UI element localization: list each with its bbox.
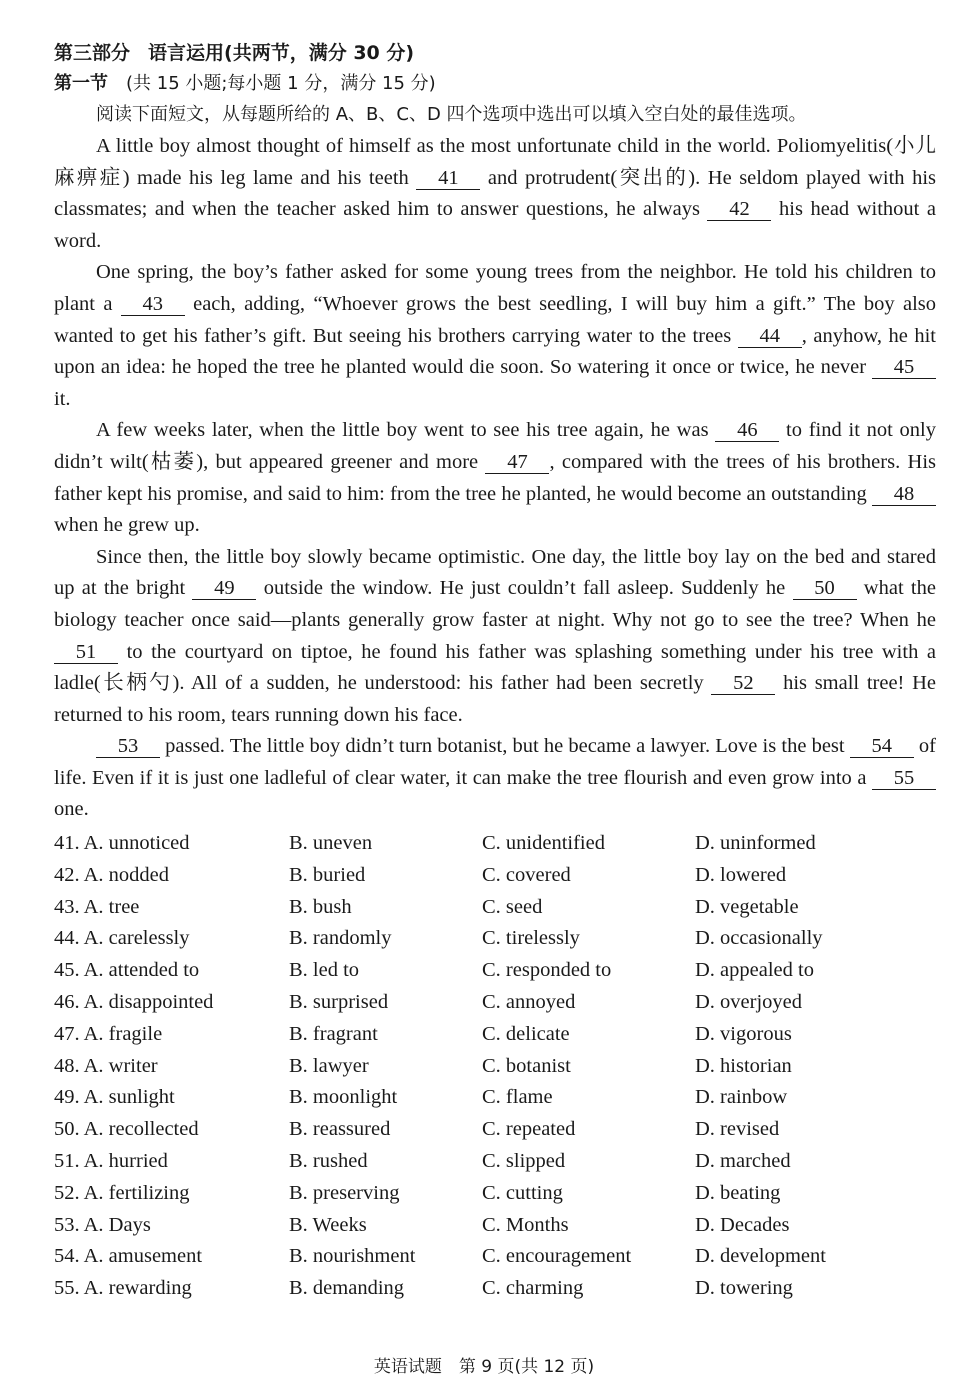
question-row <box>54 1114 936 1146</box>
option-c: C. flame <box>482 1086 553 1109</box>
blank-51: 51 <box>54 641 118 664</box>
option-b: B. uneven <box>289 832 373 855</box>
blank-42: 42 <box>707 198 771 221</box>
question-row <box>54 923 936 955</box>
question-row <box>54 1019 936 1051</box>
option-b: B. preserving <box>289 1181 400 1204</box>
exam-page <box>54 38 936 1305</box>
option-c: C. covered <box>482 863 571 886</box>
option-a: 46. A. disappointed <box>54 991 214 1014</box>
option-d: D. marched <box>695 1150 791 1173</box>
option-b: B. lawyer <box>289 1054 369 1077</box>
question-row <box>54 1273 936 1305</box>
option-a: 44. A. carelessly <box>54 927 190 950</box>
subsection-info: (共 15 小题;每小题 1 分，满分 15 分) <box>126 73 436 94</box>
option-a: 51. A. hurried <box>54 1150 168 1173</box>
option-a: 53. A. Days <box>54 1213 151 1236</box>
option-d: D. vegetable <box>695 895 799 918</box>
option-c: C. Months <box>482 1213 569 1236</box>
option-c: C. slipped <box>482 1150 566 1173</box>
blank-47: 47 <box>485 451 549 474</box>
option-c: C. cutting <box>482 1181 563 1204</box>
option-a: 54. A. amusement <box>54 1245 203 1268</box>
option-a: 52. A. fertilizing <box>54 1181 190 1204</box>
option-d: D. vigorous <box>695 1022 792 1045</box>
blank-50: 50 <box>793 577 857 600</box>
option-c: C. botanist <box>482 1054 571 1077</box>
option-c: C. tirelessly <box>482 927 580 950</box>
page-footer: 英语试题 第 9 页(共 12 页) <box>373 1357 595 1377</box>
blank-41: 41 <box>416 167 480 190</box>
option-a: 47. A. fragile <box>54 1022 163 1045</box>
option-b: B. Weeks <box>289 1213 367 1236</box>
option-c: C. responded to <box>482 959 612 982</box>
instruction-text: 阅读下面短文，从每题所给的 A、B、C、D 四个选项中选出可以填入空白处的最佳选项。 <box>96 104 807 125</box>
blank-49: 49 <box>192 577 256 600</box>
blank-54: 54 <box>850 735 914 758</box>
blank-53: 53 <box>96 735 160 758</box>
option-c: C. annoyed <box>482 991 576 1014</box>
option-b: B. surprised <box>289 991 389 1014</box>
option-b: B. randomly <box>289 927 392 950</box>
blank-43: 43 <box>121 293 185 316</box>
option-d: D. towering <box>695 1277 793 1300</box>
paragraph-3: A few weeks later, when the little boy went to see his tree again, he was 46 to find it not only didn’t wilt(枯萎), but appeared greener and more 47 , compared with the trees of his brothers. His father kept his promise, and said to him: from the tree he planted, he would become an outstanding 48 when he grew up. <box>54 419 937 537</box>
option-c: C. encouragement <box>482 1245 632 1268</box>
cloze-passage <box>54 131 936 826</box>
question-row <box>54 955 936 987</box>
option-c: C. repeated <box>482 1118 576 1141</box>
question-row <box>54 828 936 860</box>
option-d: D. lowered <box>695 863 787 886</box>
option-d: D. historian <box>695 1054 792 1077</box>
option-c: C. charming <box>482 1277 584 1300</box>
option-c: C. seed <box>482 895 543 918</box>
question-options <box>54 828 936 1305</box>
paragraph-2: One spring, the boy’s father asked for some young trees from the neighbor. He told his children to plant a 43 each, adding, “Whoever grows the best seedling, I will buy him a gift.” The boy also wanted to get his father’s gift. But seeing his brothers carrying water to the trees 44 , anyhow, he hit upon an idea: he hoped the tree he planted would die soon. So watering it once or twice, he never 45 it. <box>54 261 936 410</box>
option-d: D. development <box>695 1245 826 1268</box>
question-row <box>54 1178 936 1210</box>
subsection-heading <box>54 68 936 99</box>
question-row <box>54 1146 936 1178</box>
option-d: D. appealed to <box>695 959 814 982</box>
option-a: 55. A. rewarding <box>54 1277 192 1300</box>
option-a: 45. A. attended to <box>54 959 200 982</box>
question-row <box>54 1051 936 1083</box>
question-row <box>54 987 936 1019</box>
option-d: D. uninformed <box>695 832 816 855</box>
blank-48: 48 <box>872 483 936 506</box>
option-b: B. rushed <box>289 1150 368 1173</box>
option-b: B. led to <box>289 959 360 982</box>
blank-44: 44 <box>738 325 802 348</box>
option-a: 41. A. unnoticed <box>54 832 190 855</box>
option-a: 50. A. recollected <box>54 1118 199 1141</box>
option-b: B. bush <box>289 895 352 918</box>
option-b: B. fragrant <box>289 1022 378 1045</box>
question-row <box>54 1210 936 1242</box>
subsection-title: 第一节 <box>54 73 108 94</box>
option-b: B. buried <box>289 863 366 886</box>
blank-52: 52 <box>711 672 775 695</box>
option-a: 49. A. sunlight <box>54 1086 175 1109</box>
question-row <box>54 892 936 924</box>
paragraph-4: Since then, the little boy slowly became optimistic. One day, the little boy lay on the bed and stared up at the bright 49 outside the window. He just couldn’t fall asleep. Suddenly he 50 what the biology teacher once said—plants generally grow faster at night. Why not go to see the tree? When he 51 to the courtyard on tiptoe, he found his father was splashing something under his tree with a ladle(长柄勺). All of a sudden, he understood: his father had been secretly 52 his small tree! He returned to his room, tears running down his face. <box>54 545 936 726</box>
option-a: 43. A. tree <box>54 895 140 918</box>
paragraph-1: A little boy almost thought of himself as the most unfortunate child in the world. Poliomyelitis(小儿麻痹症) made his leg lame and his teeth 41 and protrudent(突出的). He seldom played with his classmates; and when the teacher asked him to answer questions, he always 42 his head without a word. <box>54 135 937 252</box>
blank-45: 45 <box>872 356 936 379</box>
question-row <box>54 1082 936 1114</box>
section-subtitle: 语言运用(共两节，满分 30 分) <box>148 42 415 64</box>
option-d: D. rainbow <box>695 1086 788 1109</box>
option-c: C. unidentified <box>482 832 605 855</box>
question-row <box>54 1241 936 1273</box>
option-d: D. occasionally <box>695 927 823 950</box>
section-title: 第三部分 <box>54 42 131 64</box>
blank-55: 55 <box>872 767 936 790</box>
option-d: D. overjoyed <box>695 991 803 1014</box>
option-b: B. demanding <box>289 1277 405 1300</box>
option-b: B. nourishment <box>289 1245 416 1268</box>
option-d: D. Decades <box>695 1213 790 1236</box>
option-c: C. delicate <box>482 1022 570 1045</box>
option-b: B. reassured <box>289 1118 391 1141</box>
option-a: 42. A. nodded <box>54 863 170 886</box>
option-d: D. beating <box>695 1181 781 1204</box>
blank-46: 46 <box>715 419 779 442</box>
option-a: 48. A. writer <box>54 1054 158 1077</box>
section-heading <box>54 38 936 68</box>
paragraph-5: 53 passed. The little boy didn’t turn botanist, but he became a lawyer. Love is the best 54 of life. Even if it is just one ladleful of clear water, it can make the tree flourish and even grow into a 55 one. <box>54 735 936 821</box>
option-d: D. revised <box>695 1118 780 1141</box>
question-row <box>54 860 936 892</box>
option-b: B. moonlight <box>289 1086 398 1109</box>
